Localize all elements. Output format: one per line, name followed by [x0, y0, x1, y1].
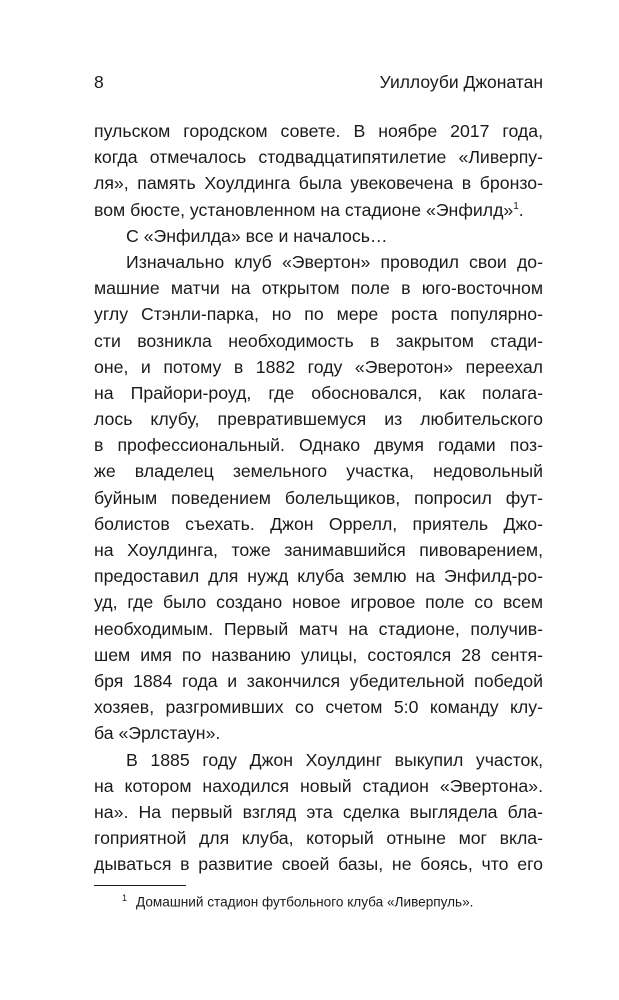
text-line: ля», память Хоулдинга была увековечена в бронзо-	[94, 173, 543, 194]
text-line: лось клубу, превратившемуся из любительского	[94, 409, 543, 430]
text-line: гоприятной для клуба, который отныне мог вкла-	[94, 828, 543, 849]
text-line: же владелец земельного участка, недовольный	[94, 461, 543, 482]
text-line: на Хоулдинга, тоже занимавшийся пивоварением,	[94, 540, 543, 560]
text-line: оне, и потому в 1882 году «Эверотон» переехал	[94, 356, 543, 377]
text-line: когда отмечалось стодвадцатипятилетие «Ливерпу-	[94, 147, 543, 168]
text-line: В 1885 году Джон Хоулдинг выкупил участок,	[126, 749, 543, 770]
text-line: уд, где было создано новое игровое поле со всем	[94, 592, 543, 613]
text-line: хозяев, разгромивших со счетом 5:0 команду клу-	[94, 697, 543, 718]
footnote-divider	[94, 885, 186, 886]
text-line: болистов съехать. Джон Оррелл, приятель Джо-	[94, 513, 543, 534]
text-line: на». На первый взгляд эта сделка выглядела бла-	[94, 801, 543, 822]
page-number: 8	[94, 72, 104, 92]
footnote-text: Домашний стадион футбольного клуба «Ливерпуль».	[136, 894, 474, 910]
text-line: дываться в развитие своей базы, не боясь, что его	[94, 854, 543, 875]
footnote-reference: 1	[513, 200, 519, 212]
footnote	[122, 893, 559, 910]
text-line: в профессиональный. Однако двумя годами поз-	[94, 435, 543, 456]
text-line: на котором находился новый стадион «Эвертона».	[94, 775, 543, 796]
text-line: ба «Эрлстаун».	[94, 723, 221, 744]
footnote-marker: 1	[122, 893, 128, 903]
running-head: Уиллоуби Джонатан	[379, 72, 543, 92]
text-line: углу Стэнли-парка, но по мере роста популярно-	[94, 304, 543, 325]
text-line: Изначально клуб «Эвертон» проводил свои до-	[126, 251, 543, 272]
body-text	[94, 118, 543, 877]
text-line: предоставил для нужд клуба землю на Энфилд-ро-	[94, 566, 543, 587]
text-line: вом бюсте, установленном на стадионе «Энфилд»$^1$.	[94, 199, 524, 220]
text-line: пульском городском совете. В ноябре 2017 года,	[94, 121, 543, 141]
page-header	[94, 72, 543, 96]
text-line: необходимым. Первый матч на стадионе, получив-	[94, 618, 543, 639]
text-line: на Прайори-роуд, где обосновался, как полага-	[94, 382, 543, 403]
text-line-content: вом бюсте, установленном на стадионе «Энфилд»	[94, 199, 514, 220]
text-line: машние матчи на открытом поле в юго-восточном	[94, 278, 543, 299]
text-line: сти возникла необходимость в закрытом стади-	[94, 330, 543, 351]
text-line: бря 1884 года и закончился убедительной победой	[94, 670, 543, 691]
text-line: шем имя по названию улицы, состоялся 28 сентя-	[94, 644, 543, 665]
text-line: С «Энфилда» все и началось…	[126, 225, 388, 246]
text-line: буйным поведением болельщиков, попросил фут-	[94, 487, 543, 508]
